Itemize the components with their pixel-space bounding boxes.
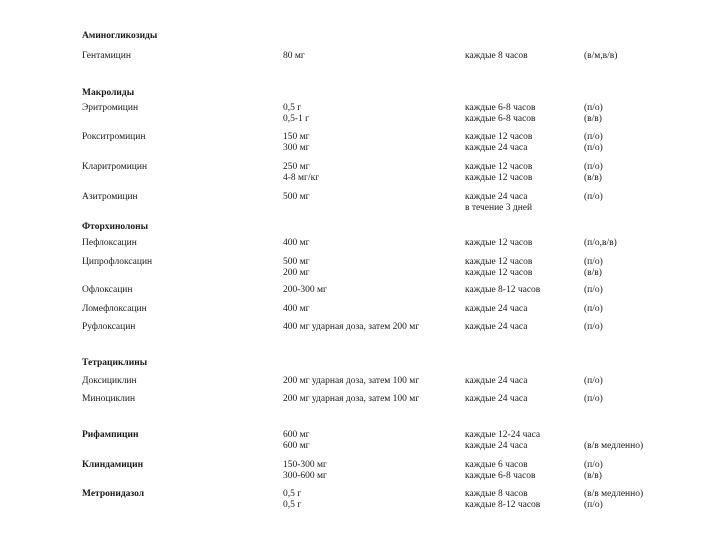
drug-dose: 150 мг: [283, 132, 310, 142]
drug-name: Пефлоксацин: [82, 238, 137, 248]
drug-dose: 600 мг: [283, 430, 310, 440]
drug-name: Эритромицин: [82, 103, 139, 113]
drug-name: Ломефлоксацин: [82, 304, 147, 314]
group-title: Макролиды: [82, 88, 135, 98]
drug-route: (п/о): [584, 500, 603, 510]
drug-name: Кларитромицин: [82, 162, 148, 172]
drug-route: (в/в медленно): [584, 441, 644, 451]
drug-interval: каждые 6-8 часов: [465, 114, 536, 124]
drug-dose: 300 мг: [283, 143, 310, 153]
drug-dose: 250 мг: [283, 162, 310, 172]
drug-dose: 0,5 г: [283, 500, 302, 510]
drug-dose: 400 мг: [283, 304, 310, 314]
drug-interval: каждые 12 часов: [465, 268, 533, 278]
drug-route: (п/о): [584, 394, 603, 404]
drug-route: (п/о): [584, 257, 603, 267]
drug-dose: 200 мг ударная доза, затем 100 мг: [283, 376, 420, 386]
drug-route: (в/в медленно): [584, 489, 644, 499]
drug-interval: каждые 8 часов: [465, 51, 528, 61]
drug-route: (п/о): [584, 322, 603, 332]
drug-dose: 400 мг ударная доза, затем 200 мг: [283, 322, 420, 332]
drug-interval: каждые 24 часа: [465, 376, 528, 386]
drug-interval: каждые 12 часов: [465, 173, 533, 183]
drug-interval: каждые 12 часов: [465, 257, 533, 267]
drug-interval: каждые 24 часа: [465, 394, 528, 404]
drug-route: (в/в): [584, 268, 602, 278]
drug-dose: 4-8 мг/кг: [283, 173, 320, 183]
drug-route: (п/о): [584, 132, 603, 142]
drug-name: Метронидазол: [82, 489, 145, 499]
drug-dose: 500 мг: [283, 192, 310, 202]
drug-dose: 500 мг: [283, 257, 310, 267]
drug-interval: каждые 6-8 часов: [465, 471, 536, 481]
drug-dose: 200-300 мг: [283, 285, 327, 295]
drug-route: (п/о): [584, 143, 603, 153]
drug-route: (п/о): [584, 192, 603, 202]
drug-interval: каждые 24 часа: [465, 304, 528, 314]
drug-interval: в течение 3 дней: [465, 203, 533, 213]
drug-dose: 200 мг ударная доза, затем 100 мг: [283, 394, 420, 404]
drug-dose: 200 мг: [283, 268, 310, 278]
drug-dose: 400 мг: [283, 238, 310, 248]
drug-interval: каждые 12-24 часа: [465, 430, 541, 440]
drug-route: (п/о): [584, 162, 603, 172]
group-title: Тетрациклины: [82, 358, 148, 368]
drug-route: (в/в): [584, 173, 602, 183]
group-title: Фторхинолоны: [82, 222, 149, 232]
drug-interval: каждые 24 часа: [465, 441, 528, 451]
drug-name: Рифампицин: [82, 430, 139, 440]
drug-interval: каждые 6 часов: [465, 460, 528, 470]
drug-name: Гентамицин: [82, 51, 131, 61]
drug-name: Доксициклин: [82, 376, 137, 386]
drug-interval: каждые 24 часа: [465, 143, 528, 153]
drug-dose: 0,5-1 г: [283, 114, 310, 124]
drug-interval: каждые 12 часов: [465, 132, 533, 142]
drug-route: (п/о,в/в): [584, 238, 617, 248]
drug-interval: каждые 24 часа: [465, 322, 528, 332]
group-title: Аминогликозиды: [82, 31, 158, 41]
drug-dose: 80 мг: [283, 51, 305, 61]
drug-route: (п/о): [584, 460, 603, 470]
drug-interval: каждые 8-12 часов: [465, 500, 541, 510]
drug-name: Ципрофлоксацин: [82, 257, 153, 267]
drug-name: Рокситромицин: [82, 132, 146, 142]
drug-name: Миноциклин: [82, 394, 136, 404]
drug-route: (п/о): [584, 285, 603, 295]
drug-interval: каждые 12 часов: [465, 162, 533, 172]
drug-dose: 150-300 мг: [283, 460, 327, 470]
drug-interval: каждые 8 часов: [465, 489, 528, 499]
drug-route: (п/о): [584, 376, 603, 386]
drug-name: Клиндамицин: [82, 460, 144, 470]
drug-dose: 0,5 г: [283, 103, 302, 113]
drug-name: Руфлоксацин: [82, 322, 136, 332]
drug-route: (п/о): [584, 103, 603, 113]
drug-interval: каждые 8-12 часов: [465, 285, 541, 295]
drug-dose: 300-600 мг: [283, 471, 327, 481]
drug-interval: каждые 24 часа: [465, 192, 528, 202]
drug-name: Офлоксацин: [82, 285, 133, 295]
drug-dose: 0,5 г: [283, 489, 302, 499]
drug-dose: 600 мг: [283, 441, 310, 451]
drug-interval: каждые 6-8 часов: [465, 103, 536, 113]
drug-name: Азитромицин: [82, 192, 138, 202]
drug-route: (п/о): [584, 304, 603, 314]
drug-route: (в/в): [584, 471, 602, 481]
drug-route: (в/в): [584, 114, 602, 124]
drug-interval: каждые 12 часов: [465, 238, 533, 248]
drug-route: (в/м,в/в): [584, 51, 618, 61]
